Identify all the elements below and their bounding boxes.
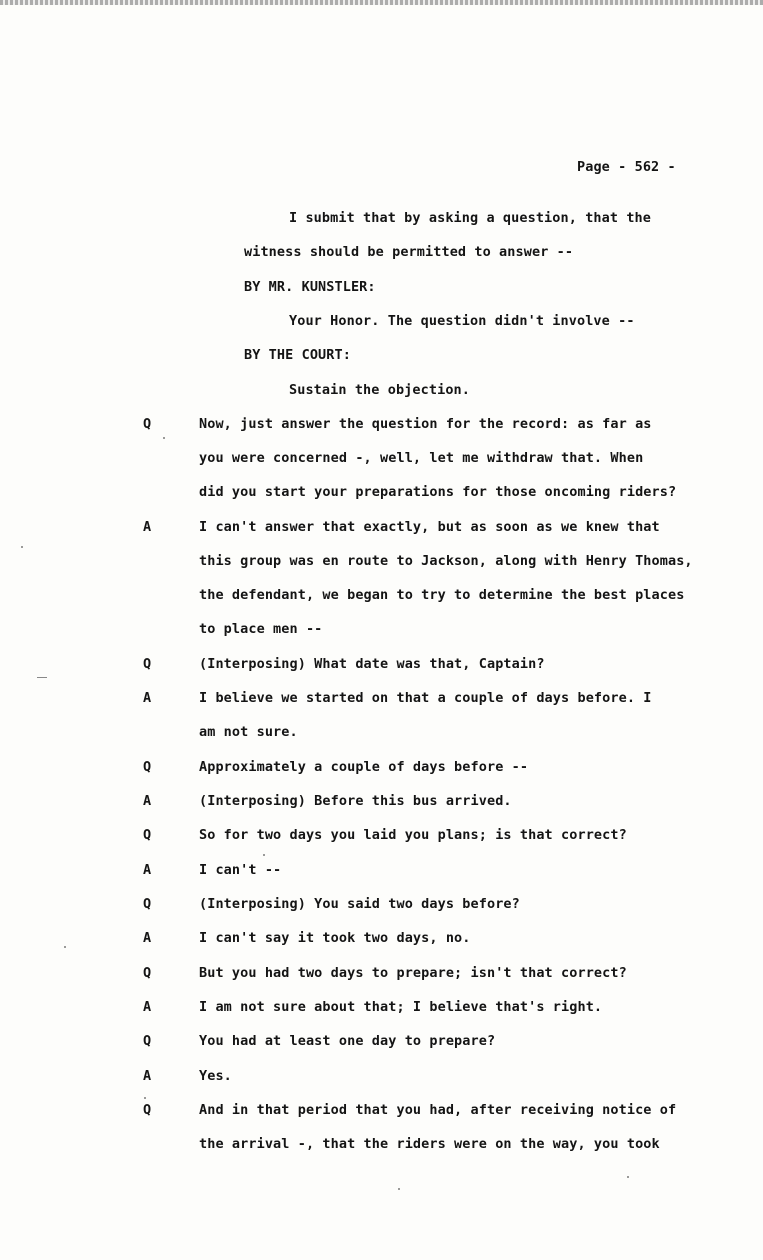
testimony-line: this group was en route to Jackson, along with Henry Thomas,	[199, 553, 693, 569]
testimony-line: you were concerned -, well, let me withdraw that. When	[199, 450, 644, 466]
page-top-edge	[0, 0, 763, 5]
testimony-line: (Interposing) What date was that, Captain?	[199, 656, 545, 672]
colloquy-line: witness should be permitted to answer --	[244, 244, 574, 260]
testimony-line: I can't --	[199, 862, 282, 878]
testimony-line: So for two days you laid you plans; is that correct?	[199, 827, 627, 843]
speaker-heading: BY MR. KUNSTLER:	[244, 279, 376, 295]
qa-label: A	[143, 1068, 152, 1084]
qa-label: A	[143, 519, 152, 535]
qa-label: Q	[143, 896, 152, 912]
qa-label: Q	[143, 416, 152, 432]
testimony-line: (Interposing) You said two days before?	[199, 896, 520, 912]
qa-label: Q	[143, 965, 152, 981]
qa-label: A	[143, 930, 152, 946]
testimony-line: I can't answer that exactly, but as soon as we knew that	[199, 519, 660, 535]
speaker-heading: BY THE COURT:	[244, 347, 351, 363]
qa-label: A	[143, 793, 152, 809]
testimony-line: Approximately a couple of days before --	[199, 759, 529, 775]
testimony-line: Yes.	[199, 1068, 232, 1084]
testimony-line: I can't say it took two days, no.	[199, 930, 471, 946]
qa-label: A	[143, 999, 152, 1015]
testimony-line: (Interposing) Before this bus arrived.	[199, 793, 512, 809]
colloquy-line: Your Honor. The question didn't involve --	[289, 313, 635, 329]
testimony-line: I believe we started on that a couple of days before. I	[199, 690, 652, 706]
testimony-line: did you start your preparations for those oncoming riders?	[199, 484, 677, 500]
qa-label: Q	[143, 759, 152, 775]
testimony-line: I am not sure about that; I believe that's right.	[199, 999, 603, 1015]
testimony-line: Now, just answer the question for the record: as far as	[199, 416, 652, 432]
qa-label: A	[143, 862, 152, 878]
testimony-line: am not sure.	[199, 724, 298, 740]
testimony-line: And in that period that you had, after receiving notice of	[199, 1102, 677, 1118]
qa-label: A	[143, 690, 152, 706]
testimony-line: the defendant, we began to try to determine the best places	[199, 587, 685, 603]
qa-label: Q	[143, 1033, 152, 1049]
testimony-line: to place men --	[199, 621, 323, 637]
qa-label: Q	[143, 827, 152, 843]
qa-label: Q	[143, 1102, 152, 1118]
qa-label: Q	[143, 656, 152, 672]
page-number-header: Page - 562 -	[577, 159, 676, 175]
testimony-line: You had at least one day to prepare?	[199, 1033, 496, 1049]
testimony-line: the arrival -, that the riders were on the way, you took	[199, 1136, 660, 1152]
testimony-line: But you had two days to prepare; isn't that correct?	[199, 965, 627, 981]
scan-mark	[37, 677, 47, 678]
colloquy-line: I submit that by asking a question, that the	[289, 210, 652, 226]
colloquy-line: Sustain the objection.	[289, 382, 471, 398]
